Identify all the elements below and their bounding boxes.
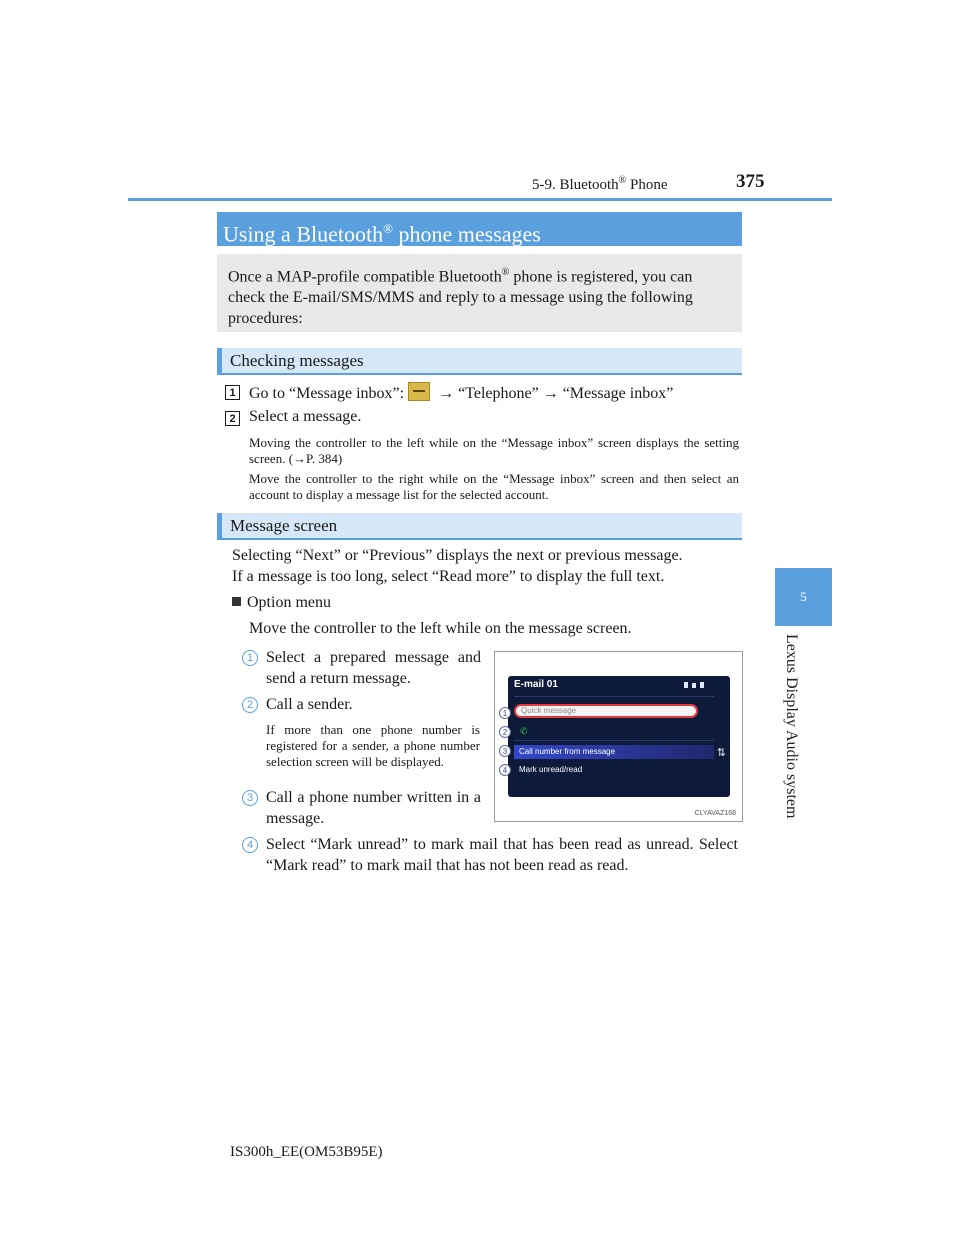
page-number: 375: [736, 171, 765, 192]
screen-divider: [514, 696, 714, 697]
item-text: Call a phone number written in a message.: [266, 789, 481, 827]
screen-title: E-mail 01: [514, 679, 558, 690]
mark-unread-row: Mark unread/read: [519, 765, 583, 774]
message-screen-heading: Message screen: [217, 513, 742, 540]
paragraph: Move the controller to the left while on the message screen.: [249, 620, 632, 637]
step-text: Select a message.: [249, 408, 362, 425]
intro-text: Once a MAP-profile compatible Bluetooth® phone is registered, you can check the E-mail/SMS/MMS and reply to a message using the following procedures:: [217, 254, 742, 332]
display-screen: [508, 676, 730, 797]
model-code: IS300h_EE(OM53B95E): [230, 1144, 383, 1160]
item-text: Select a prepared message and send a return message.: [266, 649, 481, 687]
quick-message-row: Quick message: [514, 704, 698, 718]
scroll-arrow-icon: ⇅: [716, 746, 726, 759]
battery-icon: [700, 682, 704, 688]
screen-figure: [494, 651, 743, 822]
bluetooth-icon: [684, 682, 688, 688]
callout-number: 1: [242, 650, 258, 666]
step-text: Go to “Message inbox”: → “Telephone” → “Message inbox”: [249, 382, 673, 403]
item-text: Select “Mark unread” to mark mail that has been read as unread. Select “Mark read” to mark mail that has not been read as read.: [266, 836, 738, 874]
status-icons: [684, 681, 708, 689]
step-number: 1: [225, 385, 240, 400]
callout-number: 2: [242, 697, 258, 713]
figure-callout: 2: [499, 726, 511, 738]
section-heading: 5-9. Bluetooth® Phone: [532, 175, 668, 193]
screen-divider: [514, 740, 714, 741]
figure-code: CLYAVAZ168: [694, 810, 736, 817]
chapter-tab: 5: [775, 568, 832, 626]
option-menu-heading: Option menu: [232, 594, 331, 612]
step-number: 2: [225, 411, 240, 426]
chapter-title: Lexus Display Audio system: [783, 634, 800, 819]
callout-number: 4: [242, 837, 258, 853]
figure-callout: 4: [499, 764, 511, 776]
paragraph: If a message is too long, select “Read more” to display the full text.: [232, 568, 665, 585]
figure-callout: 3: [499, 745, 511, 757]
menu-icon: [408, 382, 430, 401]
item-note: If more than one phone number is registered for a sender, a phone number selection screen will be displayed.: [266, 722, 480, 769]
checking-messages-heading: Checking messages: [217, 348, 742, 375]
callout-number: 3: [242, 790, 258, 806]
figure-callout: 1: [499, 707, 511, 719]
phone-icon: ✆: [520, 726, 528, 736]
bullet-square-icon: [232, 597, 241, 606]
header-rule: [128, 198, 832, 201]
page-title: Using a Bluetooth® phone messages: [217, 212, 742, 246]
note-text: Moving the controller to the left while on the “Message inbox” screen displays the setting screen. (→P. 384): [249, 435, 739, 466]
call-number-row: Call number from message: [514, 745, 714, 759]
note-text: Move the controller to the right while on the “Message inbox” screen and then select an account to display a message list for the selected account.: [249, 471, 739, 502]
item-text: Call a sender.: [266, 696, 353, 713]
paragraph: Selecting “Next” or “Previous” displays the next or previous message.: [232, 547, 683, 564]
signal-icon: [692, 683, 696, 688]
